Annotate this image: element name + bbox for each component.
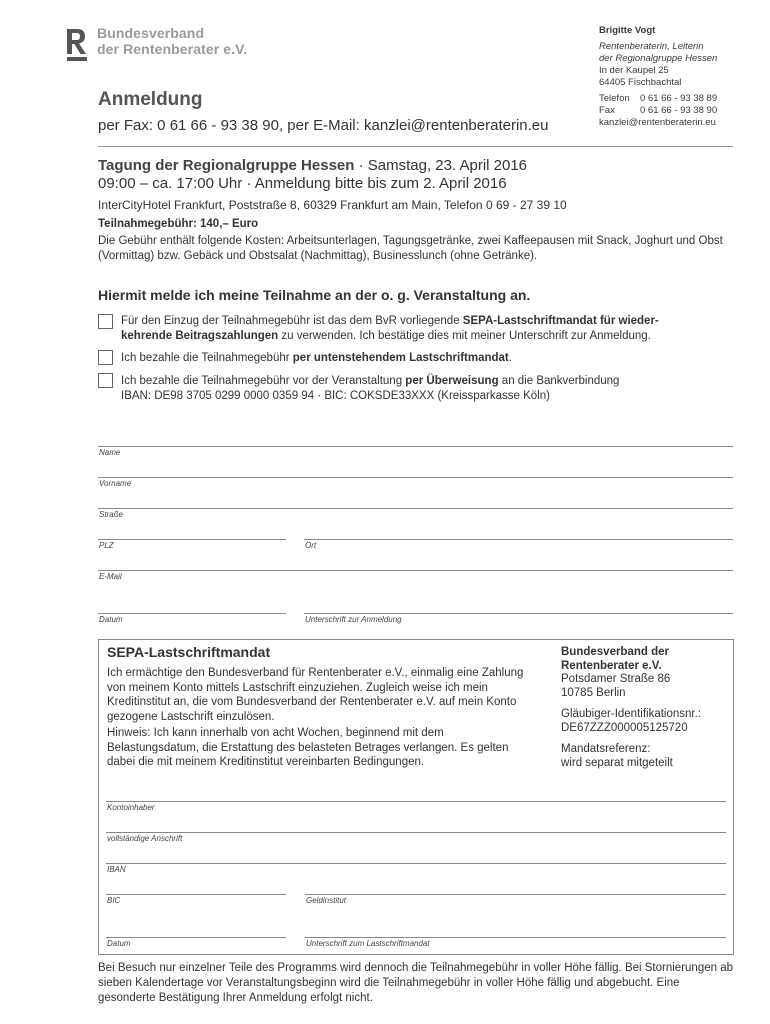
option2-post: . [508, 352, 512, 364]
contact-role-line1: Rentenberaterin, Leiterin [599, 41, 704, 52]
plz-field[interactable] [98, 539, 286, 540]
kontoinhaber-field[interactable] [106, 801, 726, 802]
plz-label: PLZ [99, 541, 114, 550]
option2-text: Ich bezahle die Teilnahmegebühr [121, 352, 293, 364]
option-sepa-existing [121, 314, 731, 344]
sepa-datum-field[interactable] [106, 937, 286, 938]
sepa-text [107, 666, 537, 770]
divider [98, 146, 733, 147]
vorname-field[interactable] [98, 477, 733, 478]
contact-street: In der Kaupel 25 [599, 65, 669, 76]
email-label: E-Mail [99, 572, 122, 581]
ort-label: Ort [305, 541, 317, 550]
sepa-mandate-value: wird separat mitgeteilt [561, 756, 673, 769]
anschrift-field[interactable] [106, 832, 726, 833]
datum-field[interactable] [98, 613, 286, 614]
footer-note: Bei Besuch nur einzelner Teile des Programms wird dennoch die Teilnahmegebühr in voller Höhe fällig. Bei Stornierungen ab sieben Kalendertage vor Veranstaltungsbeginn wird die Teilnahmegebühr in voller Höhe fällig und abgebucht. Eine gesonderte Bestätigung Ihrer Anmeldung erfolgt nicht. [98, 962, 733, 1004]
contact-email: kanzlei@rentenberaterin.eu [599, 117, 716, 128]
option-ueberweisung [121, 374, 731, 404]
registration-heading: Hiermit melde ich meine Teilnahme an der o. g. Veranstaltung an. [98, 287, 531, 303]
option1-bold1: SEPA-Lastschriftmandat für wieder- [462, 315, 659, 327]
sepa-creditor-block [561, 646, 731, 770]
signature-label: Unterschrift zur Anmeldung [305, 615, 402, 624]
logo-mark-icon [66, 28, 88, 62]
option1-text: Für den Einzug der Teilnahmegebühr ist das dem BvR vorliegende [121, 315, 463, 327]
event-fee-description: Die Gebühr enthält folgende Kosten: Arbeitsunterlagen, Tagungsgetränke, zwei Kaffeepausen mit Snack, Joghurt und Obst (Vormittag) bzw. Gebäck und Obstsalat (Nachmittag), Businesslunch (ohne Getränke). [98, 235, 723, 262]
vorname-label: Vorname [99, 479, 132, 488]
event-date: · Samstag, 23. April 2016 [354, 157, 528, 174]
event-fee: Teilnahmegebühr: 140,– Euro [98, 218, 259, 230]
checkbox-sepa-existing[interactable] [98, 314, 113, 329]
option3-post: an die Bankverbindung [498, 375, 620, 387]
contact-city: 64405 Fischbachtal [599, 77, 682, 88]
logo-text-line2: der Rentenberater e.V. [97, 41, 248, 57]
sepa-notice: Hinweis: Ich kann innerhalb von acht Wochen, beginnend mit dem Belastungsdatum, die Erstattung des belasteten Betrages verlangen. Es gelten dabei die mit meinem Kreditinstitut vereinbarten Bedingungen. [107, 727, 509, 768]
sepa-creditor-id: DE67ZZZ000005125720 [561, 721, 688, 734]
option3-bold: per Überweisung [405, 375, 499, 387]
checkbox-lastschrift[interactable] [98, 350, 113, 365]
sepa-org-line1: Bundesverband der [561, 646, 669, 658]
name-label: Name [99, 448, 121, 457]
contact-fax-label: Fax [599, 105, 615, 116]
datum-label: Datum [99, 615, 123, 624]
option1-post: zu verwenden. Ich bestätige dies mit meiner Unterschrift zur Anmeldung. [278, 330, 651, 342]
checkbox-ueberweisung[interactable] [98, 373, 113, 388]
event-name: Tagung der Regionalgruppe Hessen [98, 157, 355, 174]
contact-fax-row [599, 105, 759, 117]
sepa-street: Potsdamer Straße 86 [561, 673, 671, 685]
bic-label: BIC [107, 896, 121, 905]
email-field[interactable] [98, 570, 733, 571]
logo-text-line1: Bundesverband [97, 25, 205, 41]
sepa-org-line2: Rentenberater e.V. [561, 659, 662, 672]
ort-field[interactable] [304, 539, 733, 540]
event-heading [98, 157, 527, 174]
sepa-creditor-label: Gläubiger-Identifikationsnr.: [561, 708, 701, 720]
bic-field[interactable] [106, 894, 286, 895]
sepa-mandate-label: Mandatsreferenz: [561, 743, 651, 755]
sepa-signature-field[interactable] [305, 937, 726, 938]
geldinstitut-label: Geldinstitut [306, 896, 347, 905]
event-venue: InterCityHotel Frankfurt, Poststraße 8, 60329 Frankfurt am Main, Telefon 0 69 - 27 39 10 [98, 198, 567, 212]
page-title: Anmeldung [98, 89, 203, 110]
iban-field[interactable] [106, 863, 726, 864]
contact-block [599, 25, 759, 129]
sepa-datum-label: Datum [107, 939, 131, 948]
option2-bold: per untenstehendem Lastschriftmandat [292, 352, 509, 364]
contact-phone: 0 61 66 - 93 38 89 [640, 93, 718, 104]
contact-fax: 0 61 66 - 93 38 90 [640, 105, 718, 116]
option3-bank-details: IBAN: DE98 3705 0299 0000 0359 94 · BIC: COKSDE33XXX (Kreissparkasse Köln) [121, 390, 550, 402]
option3-text: Ich bezahle die Teilnahmegebühr vor der Veranstaltung [121, 375, 406, 387]
sepa-signature-label: Unterschrift zum Lastschriftmandat [306, 939, 430, 948]
sepa-city: 10785 Berlin [561, 686, 626, 699]
anschrift-label: vollständige Anschrift [107, 834, 183, 843]
strasse-label: Straße [99, 510, 124, 519]
signature-field[interactable] [304, 613, 733, 614]
geldinstitut-field[interactable] [305, 894, 726, 895]
contact-phone-row [599, 93, 759, 105]
name-field[interactable] [98, 446, 733, 447]
page-subtitle: per Fax: 0 61 66 - 93 38 90, per E-Mail: kanzlei@rentenberaterin.eu [98, 117, 549, 134]
contact-phone-label: Telefon [599, 93, 630, 104]
kontoinhaber-label: Kontoinhaber [107, 803, 155, 812]
option-lastschrift [121, 351, 731, 366]
sepa-title: SEPA-Lastschriftmandat [107, 644, 271, 660]
option1-bold2: kehrende Beitragszahlungen [121, 330, 279, 342]
sepa-authorization: Ich ermächtige den Bundesverband für Rentenberater e.V., einmalig eine Zahlung von meinem Konto mittels Lastschrift einzuziehen. Zugleich weise ich mein Kreditinstitut an, die vom Bundesverband der Rentenberater e.V. auf mein Konto gezogene Lastschrift einzulösen. [107, 667, 524, 723]
strasse-field[interactable] [98, 508, 733, 509]
contact-role-line2: der Regionalgruppe Hessen [599, 53, 718, 64]
contact-name: Brigitte Vogt [599, 25, 656, 36]
iban-label: IBAN [107, 865, 126, 874]
event-time: 09:00 – ca. 17:00 Uhr · Anmeldung bitte bis zum 2. April 2016 [98, 175, 507, 192]
